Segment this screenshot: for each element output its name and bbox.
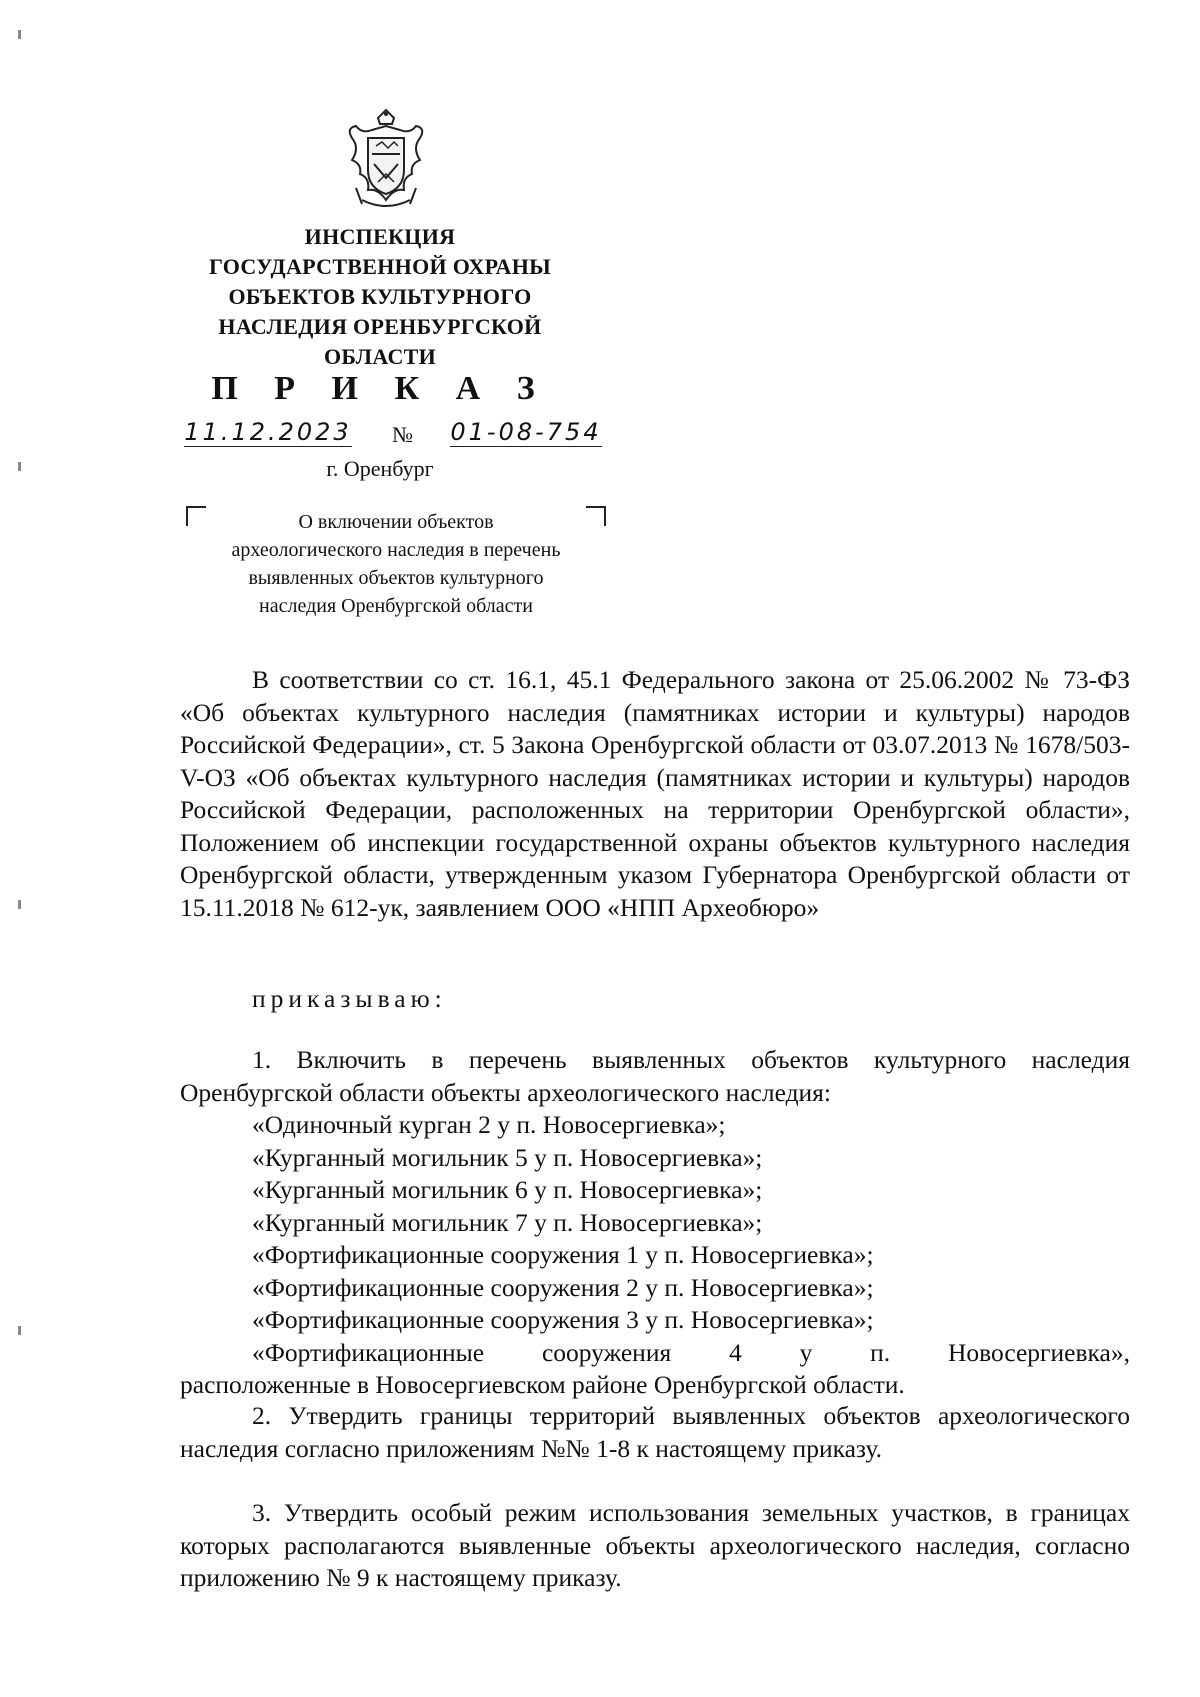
word: «Фортификационные — [252, 1337, 485, 1367]
word: у — [799, 1337, 813, 1367]
word: п. — [870, 1337, 891, 1367]
coat-of-arms-emblem — [342, 108, 430, 218]
item-2-paragraph: 2. Утвердить границы территорий выявленных объектов археологического наследия согласно приложениям №№ 1-8 к настоящему приказу. — [180, 1401, 1130, 1463]
order-date: 11.12.2023 — [184, 418, 352, 446]
order-subject — [186, 508, 606, 620]
list-item: «Одиночный курган 2 у п. Новосергиевка»; — [252, 1110, 726, 1139]
order-verb: приказываю: — [252, 984, 447, 1013]
objects-list — [180, 1109, 1130, 1402]
item-1-tail: расположенные в Новосергиевском районе Оренбургской области. — [180, 1370, 905, 1399]
list-item: «Курганный могильник 6 у п. Новосергиевка»; — [252, 1175, 763, 1204]
item-3-paragraph: 3. Утвердить особый режим использования земельных участков, в границах которых располагаются выявленные объекты археологического наследия, согласно приложению № 9 к настоящему приказу. — [180, 1498, 1130, 1592]
subject-line: наследия Оренбургской области — [259, 595, 533, 617]
subject-line: О включении объектов — [298, 511, 494, 533]
scan-mark — [18, 900, 21, 909]
preamble-paragraph: В соответствии со ст. 16.1, 45.1 Федерального закона от 25.06.2002 № 73-ФЗ «Об объектах культурного наследия (памятниках истории и культуры) народов Российской Федерации», ст. 5 Закона Оренбургской области от 03.07.2013 № 1678/503-V-ОЗ «Об объектах культурного наследия (памятниках истории и культуры) народов Российской Федерации, расположенных на территории Оренбургской области», Положением об инспекции государственной охраны объектов культурного наследия Оренбургской области, утвержденным указом Губернатора Оренбургской области от 15.11.2018 № 612-ук, заявлением ООО «НПП Археобюро» — [180, 665, 1130, 922]
list-item: «Фортификационные сооружения 2 у п. Новосергиевка»; — [252, 1272, 874, 1302]
order-number: 01-08-754 — [450, 418, 602, 446]
order-number-label: № — [392, 422, 413, 447]
city: г. Оренбург — [326, 456, 434, 481]
item-1-intro: 1. Включить в перечень выявленных объектов культурного наследия Оренбургской области объекты археологического наследия: — [180, 1045, 1130, 1107]
issuer-header — [170, 222, 590, 372]
list-item: «Курганный могильник 5 у п. Новосергиевка»; — [252, 1142, 763, 1172]
word: Новосергиевка», — [947, 1337, 1130, 1367]
issuer-line: ОБЛАСТИ — [323, 344, 437, 369]
list-item-last — [180, 1337, 1130, 1370]
order-date-wrap — [156, 418, 380, 447]
list-item: «Курганный могильник 7 у п. Новосергиевка»; — [252, 1207, 763, 1237]
issuer-line: НАСЛЕДИЯ ОРЕНБУРГСКОЙ — [218, 314, 542, 339]
scan-mark — [18, 1326, 21, 1335]
issuer-line: ИНСПЕКЦИЯ — [304, 224, 456, 249]
subject-line: выявленных объектов культурного — [248, 567, 544, 589]
order-number-wrap — [426, 418, 626, 447]
list-item: «Фортификационные сооружения 1 у п. Новосергиевка»; — [252, 1240, 874, 1269]
scan-mark — [18, 462, 21, 471]
list-item: «Фортификационные сооружения 3 у п. Новосергиевка»; — [252, 1305, 874, 1334]
issuer-line: ОБЪЕКТОВ КУЛЬТУРНОГО — [228, 284, 532, 309]
subject-line: археологического наследия в перечень — [231, 539, 561, 561]
issuer-line: ГОСУДАРСТВЕННОЙ ОХРАНЫ — [208, 254, 552, 279]
word: сооружения — [541, 1337, 672, 1367]
document-title: П Р И К А З — [211, 370, 549, 407]
order-date-number — [156, 418, 636, 454]
scan-mark — [18, 30, 21, 39]
word: 4 — [729, 1337, 742, 1367]
